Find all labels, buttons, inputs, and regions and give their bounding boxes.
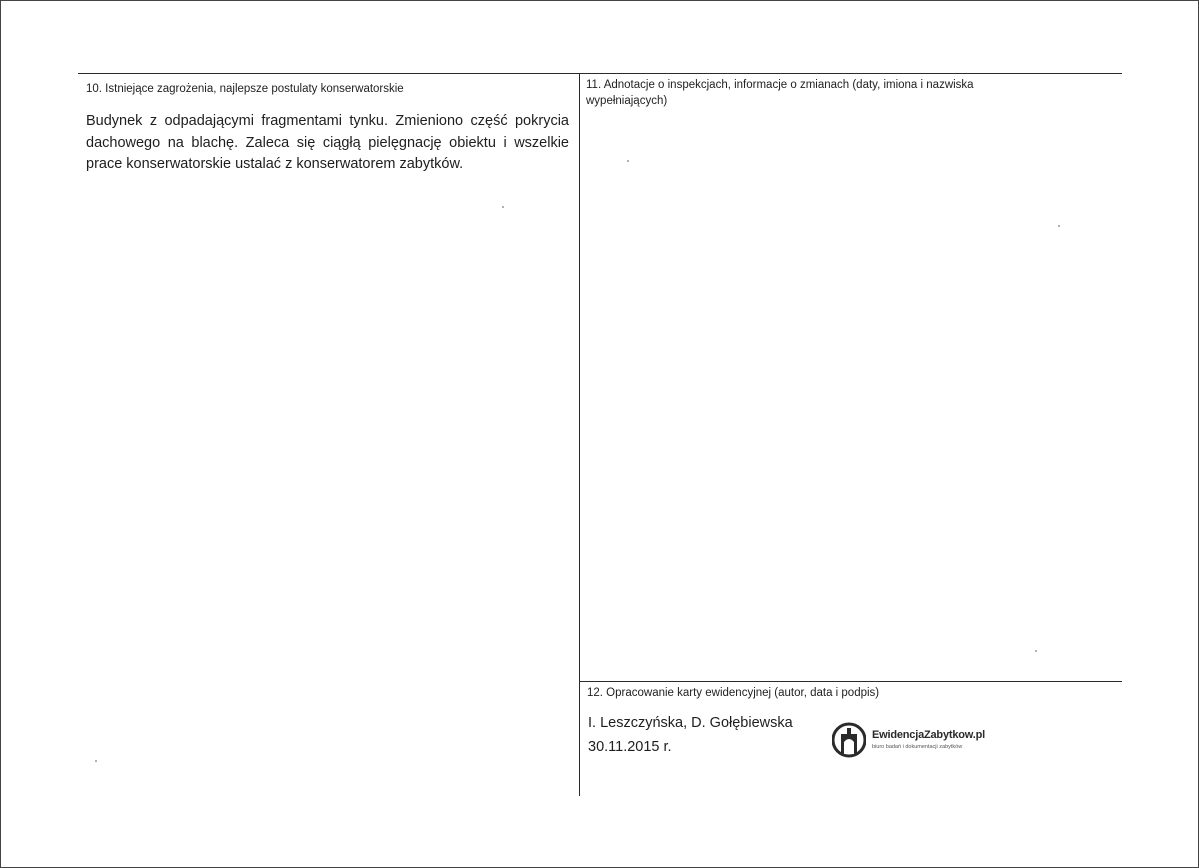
scan-speck — [502, 206, 504, 208]
center-divider — [579, 73, 580, 796]
scan-speck — [1058, 225, 1060, 227]
top-rule — [78, 73, 1122, 74]
company-logo — [832, 722, 1002, 762]
section12-date: 30.11.2015 r. — [588, 739, 672, 755]
section11-heading: 11. Adnotacje o inspekcjach, informacje o zmianach (daty, imiona i nazwiska wypełniających) — [586, 79, 974, 107]
scan-speck — [1035, 650, 1037, 652]
section10-heading: 10. Istniejące zagrożenia, najlepsze postulaty konserwatorskie — [86, 83, 404, 95]
section12-authors: I. Leszczyńska, D. Gołębiewska — [588, 715, 793, 731]
section12-heading: 12. Opracowanie karty ewidencyjnej (autor, data i podpis) — [587, 687, 880, 699]
scan-speck — [95, 760, 97, 762]
logo-name: EwidencjaZabytkow.pl — [872, 729, 985, 741]
section10-text: Budynek z odpadającymi fragmentami tynku. Zmieniono część pokrycia dachowego na blachę. Zaleca się ciągłą pielęgnację obiektu i wszelkie prace konserwatorskie ustalać z konserwatorem zabytków. — [86, 113, 569, 172]
section12-rule — [579, 681, 1122, 682]
logo-tagline: biuro badań i dokumentacji zabytków — [872, 744, 963, 750]
building-arch-icon — [832, 722, 866, 758]
scan-speck — [627, 160, 629, 162]
